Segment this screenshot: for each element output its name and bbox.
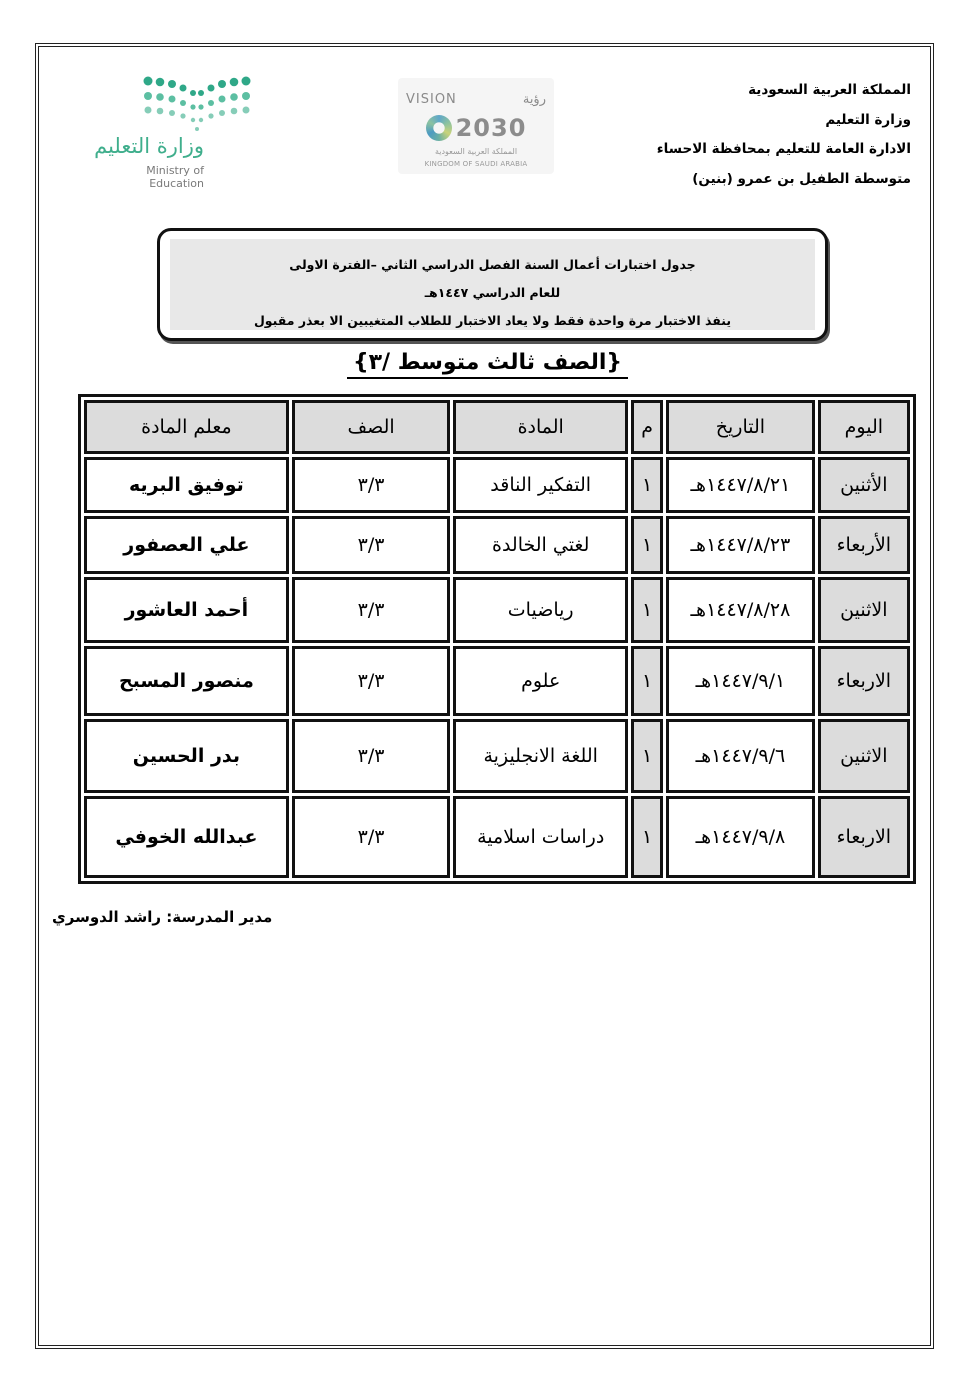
title-box-inner <box>170 239 815 330</box>
cell-class: ٣/٣ <box>292 796 451 878</box>
cell-subject: لغتي الخالدة <box>453 516 628 574</box>
cell-number: ١ <box>631 646 663 716</box>
vision-head-row <box>406 90 546 110</box>
cell-number: ١ <box>631 719 663 793</box>
cell-day: الاربعاء <box>818 796 910 878</box>
cell-teacher: توفيق البريه <box>84 457 289 513</box>
table-row <box>84 719 910 793</box>
header-number: م <box>631 400 663 454</box>
table-row <box>84 646 910 716</box>
country-name: المملكة العربية السعودية <box>748 82 911 98</box>
header-date: التاريخ <box>666 400 815 454</box>
exam-schedule-table <box>78 394 916 884</box>
cell-date: ١٤٤٧/٩/٦هـ <box>666 719 815 793</box>
vision-year-text: 2030 <box>455 114 527 142</box>
cell-number: ١ <box>631 516 663 574</box>
cell-teacher: علي العصفور <box>84 516 289 574</box>
table-row <box>84 457 910 513</box>
header-teacher: معلم المادة <box>84 400 289 454</box>
vision-ar-text: رؤية <box>522 92 546 107</box>
cell-class: ٣/٣ <box>292 577 451 643</box>
vision-2030-logo <box>398 78 554 174</box>
ministry-dots-icon <box>142 74 252 134</box>
table-row <box>84 796 910 878</box>
schedule-title-box <box>157 228 828 341</box>
cell-number: ١ <box>631 796 663 878</box>
cell-teacher: أحمد العاشور <box>84 577 289 643</box>
school-name: متوسطة الطفيل بن عمرو (بنين) <box>692 170 911 187</box>
cell-subject: دراسات اسلامية <box>453 796 628 878</box>
cell-date: ١٤٤٧/٨/٢٨هـ <box>666 577 815 643</box>
header-subject: المادة <box>453 400 628 454</box>
cell-subject: اللغة الانجليزية <box>453 719 628 793</box>
cell-number: ١ <box>631 577 663 643</box>
cell-day: الاثنين <box>818 719 910 793</box>
cell-class: ٣/٣ <box>292 719 451 793</box>
cell-teacher: عبدالله الخوفي <box>84 796 289 878</box>
cell-subject: رياضيات <box>453 577 628 643</box>
header-class: الصف <box>292 400 451 454</box>
cell-class: ٣/٣ <box>292 516 451 574</box>
header-day: اليوم <box>818 400 910 454</box>
academic-year: للعام الدراسي ١٤٤٧هـ <box>424 285 561 300</box>
exam-rule-note: ينفذ الاختبار مرة واحدة فقط ولا يعاد الاختبار للطلاب المتغيبين الا بعذر مقبول <box>253 313 732 328</box>
ministry-name: وزارة التعليم <box>825 111 911 128</box>
organization-header <box>611 76 911 194</box>
cell-day: الاربعاء <box>818 646 910 716</box>
cell-subject: التفكير الناقد <box>453 457 628 513</box>
cell-day: الأربعاء <box>818 516 910 574</box>
ministry-name-ar: وزارة التعليم <box>94 134 204 158</box>
school-principal: مدير المدرسة: راشد الدوسري <box>52 908 273 926</box>
ministry-of-education-logo <box>90 72 260 190</box>
vision-en-text: VISION <box>406 92 457 107</box>
schedule-title: جدول اختبارات أعمال السنة الفصل الدراسي الثاني –الفترة الاولى <box>289 257 696 272</box>
table-row <box>84 516 910 574</box>
kingdom-en-text: KINGDOM OF SAUDI ARABIA <box>424 160 528 168</box>
kingdom-ar-text: المملكة العربية السعودية <box>434 147 518 156</box>
class-heading-text: {الصف ثالث متوسط /٣} <box>347 350 628 379</box>
cell-subject: علوم <box>453 646 628 716</box>
cell-teacher: منصور المسبح <box>84 646 289 716</box>
directorate-name: الادارة العامة للتعليم بمحافظة الاحساء <box>656 141 911 157</box>
cell-class: ٣/٣ <box>292 457 451 513</box>
class-heading <box>0 350 975 379</box>
cell-teacher: بدر الحسين <box>84 719 289 793</box>
table-row <box>84 577 910 643</box>
table-header-row <box>84 400 910 454</box>
cell-class: ٣/٣ <box>292 646 451 716</box>
vision-year-row <box>406 112 546 144</box>
cell-day: الأثنين <box>818 457 910 513</box>
ministry-name-en: Ministry of Education <box>146 164 204 190</box>
cell-date: ١٤٤٧/٩/٨هـ <box>666 796 815 878</box>
cell-day: الاثنين <box>818 577 910 643</box>
cell-number: ١ <box>631 457 663 513</box>
cell-date: ١٤٤٧/٨/٢١هـ <box>666 457 815 513</box>
vision-emblem-icon <box>426 115 452 141</box>
cell-date: ١٤٤٧/٨/٢٣هـ <box>666 516 815 574</box>
cell-date: ١٤٤٧/٩/١هـ <box>666 646 815 716</box>
